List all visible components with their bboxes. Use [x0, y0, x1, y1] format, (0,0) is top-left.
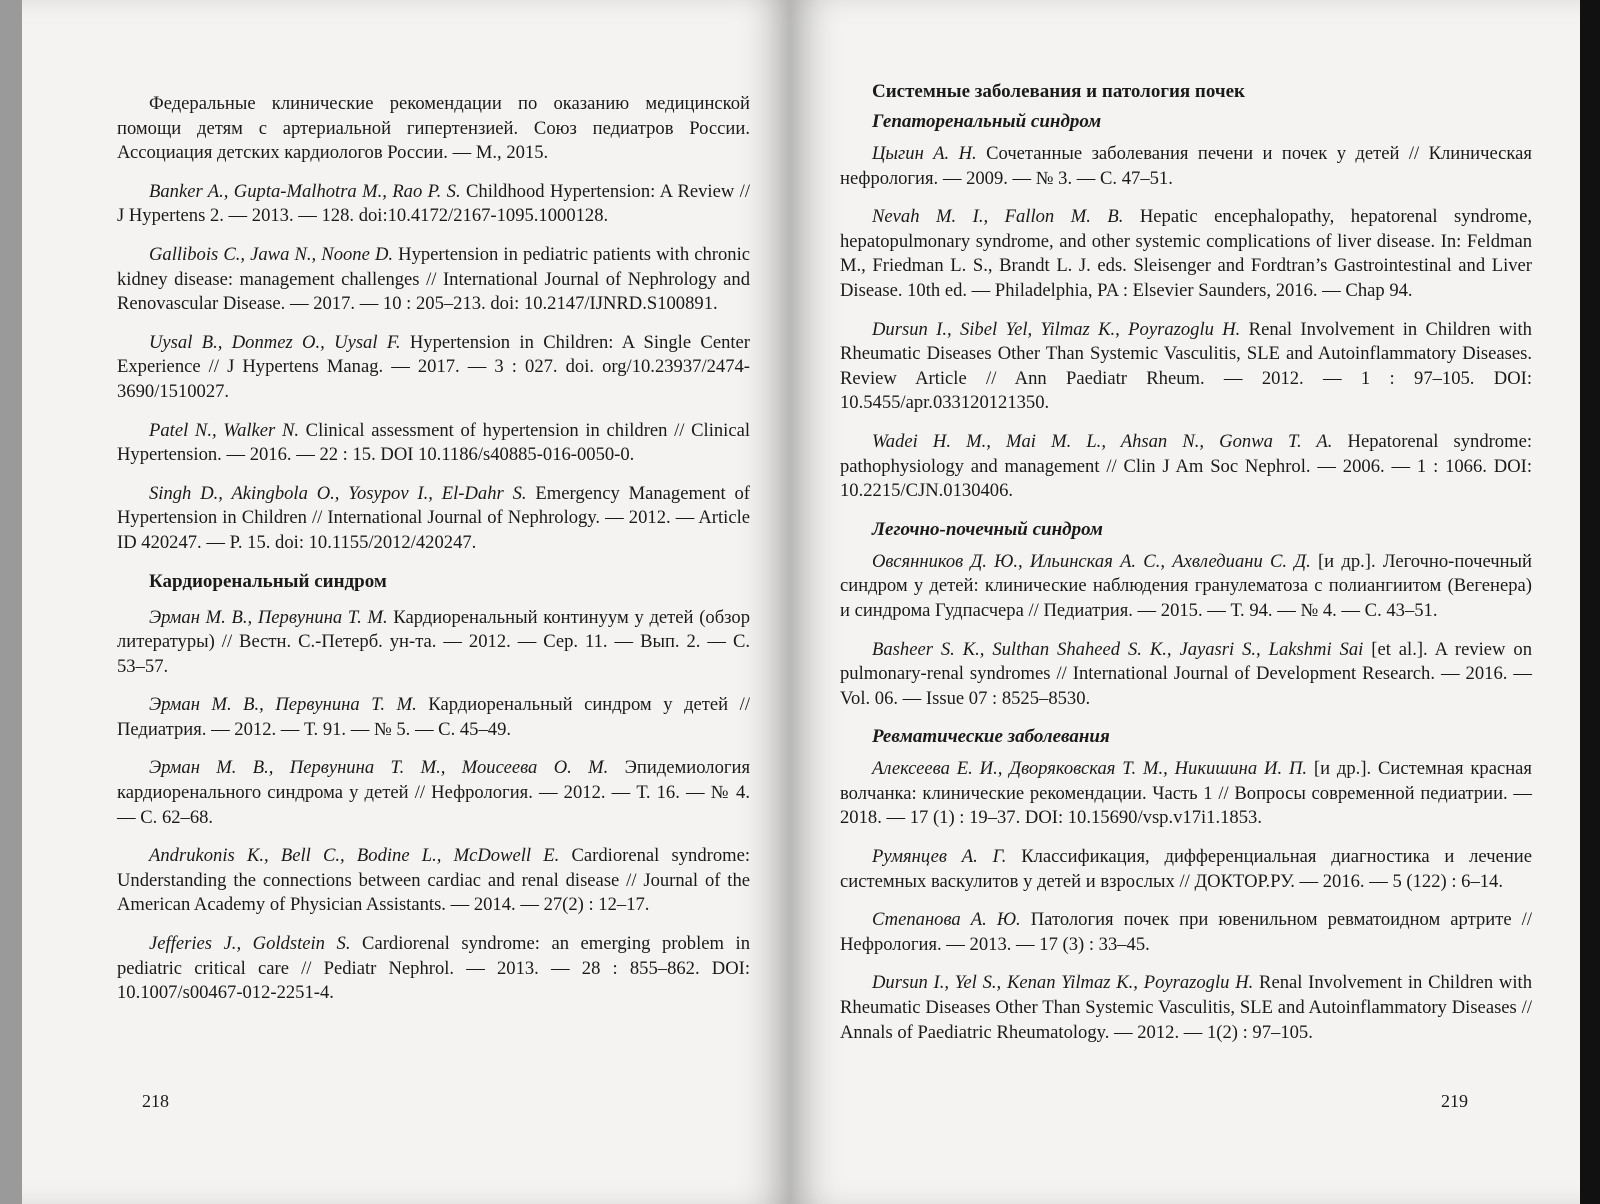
section-heading-cardiorenal: Кардиоренальный синдром [149, 570, 387, 592]
reference-text: Эпидемиология кардиоренального синдрома у детей // Нефрология. — 2012. — Т. 16. — № 4. — С. 62–68. [117, 757, 750, 828]
reference-authors: Овсянников Д. Ю., Ильинская А. С., Ахвледиани С. Д. [872, 550, 1311, 572]
page-number-left: 218 [142, 1091, 169, 1111]
reference-authors: Алексеева Е. И., Дворяковская Т. М., Никишина И. П. [872, 758, 1308, 780]
reference-entry [840, 971, 1532, 1045]
right-entries-pulmonary-renal [840, 550, 1532, 712]
reference-text: Классификация, дифференциальная диагностика и лечение системных васкулитов у детей и взрослых // ДОКТОР.РУ. — 2016. — 5 (122) : 6–14. [840, 846, 1532, 892]
left-entries-cardiorenal [117, 606, 750, 1006]
reference-authors: Andrukonis K., Bell C., Bodine L., McDowell E. [149, 845, 560, 867]
reference-entry [117, 419, 750, 468]
reference-text: Cardiorenal syndrome: an emerging problem in pediatric critical care // Pediatr Nephrol. — 2013. — 28 : 855–862. DOI: 10.1007/s00467-012-2251-4. [117, 933, 750, 1004]
reference-authors: Uysal B., Donmez O., Uysal F. [149, 331, 401, 353]
reference-text: Clinical assessment of hypertension in children // Clinical Hypertension. — 2016. — 22 : 15. DOI 10.1186/s40885-016-0050-0. [117, 419, 750, 466]
reference-authors: Banker A., Gupta-Malhotra M., Rao P. S. [149, 180, 461, 202]
reference-text: [и др.]. Системная красная волчанка: клинические рекомендации. Часть 1 // Вопросы современной педиатрии. — 2018. — 17 (1) : 19–37. DOI: 10.15690/vsp.v17i1.1853. [840, 758, 1532, 829]
reference-entry [117, 92, 750, 166]
reference-authors: Dursun I., Yel S., Kenan Yilmaz K., Poyrazoglu H. [872, 972, 1254, 994]
reference-authors: Цыгин А. Н. [872, 143, 977, 164]
right-page [790, 0, 1580, 1204]
reference-text: Кардиоренальный континуум у детей (обзор литературы) // Вестн. С.-Петерб. ун-та. — 2012. — Сер. 11. — Вып. 2. — С. 53–57. [117, 606, 750, 677]
section-heading-systemic: Системные заболевания и патология почек [872, 81, 1245, 102]
reference-text: Федеральные клинические рекомендации по оказанию медицинской помощи детям с артериальной гипертензией. Союз педиатров России. Ассоциация детских кардиологов России. — М., 2015. [117, 93, 750, 164]
reference-entry [117, 243, 750, 317]
reference-authors: Gallibois C., Jawa N., Noone D. [149, 243, 394, 265]
reference-entry [117, 756, 750, 830]
reference-entry [117, 180, 750, 229]
reference-authors: Nevah M. I., Fallon M. B. [872, 206, 1124, 228]
reference-entry [117, 932, 750, 1006]
reference-text: Cardiorenal syndrome: Understanding the connections between cardiac and renal disease // Journal of the American Academy of Physician Assistants. — 2014. — 27(2) : 12–17. [117, 845, 750, 916]
reference-text: Emergency Management of Hypertension in Children // International Journal of Nephrology. — 2012. — Article ID 420247. — P. 15. doi: 10.1155/2012/420247. [117, 482, 751, 553]
reference-text: Childhood Hypertension: A Review // J Hypertens 2. — 2013. — 128. doi:10.4172/2167-1095.1000128. [117, 180, 750, 227]
page-number-right: 219 [1441, 1091, 1468, 1111]
reference-entry [840, 845, 1532, 894]
reference-authors: Эрман М. В., Первунина Т. М. [149, 606, 388, 628]
reference-entry [840, 430, 1532, 504]
reference-text: Hypertension in pediatric patients with chronic kidney disease: management challenges // International Journal of Nephrology and Renovascular Disease. — 2017. — 10 : 205–213. doi: 10.2147/IJNRD.S100891. [117, 243, 751, 315]
reference-authors: Dursun I., Sibel Yel, Yilmaz K., Poyrazoglu H. [872, 318, 1241, 340]
reference-authors: Basheer S. K., Sulthan Shaheed S. K., Jayasri S., Lakshmi Sai [872, 638, 1364, 660]
reference-entry [840, 757, 1532, 831]
reference-text: Renal Involvement in Children with Rheumatic Diseases Other Than Systemic Vasculitis, SLE and Autoinflammatory Diseases. Review Article // Ann Paediatr Rheum. — 2012. — 1 : 97–105. DOI: 10.5455/apr.033120121350. [840, 318, 1532, 414]
reference-entry [840, 550, 1532, 624]
reference-text: [и др.]. Легочно-почечный синдром у детей: клинические наблюдения гранулематоза с полиангиитом (Вегенера) и синдрома Гудпасчера // Педиатрия. — 2015. — Т. 94. — № 4. — С. 43–51. [840, 550, 1532, 621]
reference-entry [840, 638, 1532, 712]
reference-text: Hepatorenal syndrome: pathophysiology and management // Clin J Am Soc Nephrol. — 2006. — 1 : 1066. DOI: 10.2215/CJN.0130406. [840, 430, 1532, 502]
reference-entry [840, 205, 1532, 303]
reference-authors: Эрман М. В., Первунина Т. М. [149, 694, 417, 716]
right-entries-rheumatic [840, 757, 1532, 1045]
reference-entry [117, 482, 750, 556]
reference-text: Renal Involvement in Children with Rheumatic Diseases Other Than Systemic Vasculitis, SLE and Autoinflammatory Diseases // Annals of Paediatric Rheumatology. — 2012. — 1(2) : 97–105. [840, 972, 1532, 1043]
reference-text: Hypertension in Children: A Single Center Experience // J Hypertens Manag. — 2017. — 3 : 027. doi. org/10.23937/2474-3690/1510027. [117, 331, 750, 402]
reference-text: Кардиоренальный синдром у детей // Педиатрия. — 2012. — Т. 91. — № 5. — С. 45–49. [117, 694, 750, 740]
reference-entry [840, 142, 1532, 191]
subheading-pulmonary-renal: Легочно-почечный синдром [872, 518, 1103, 540]
subheading-hepatorenal: Гепаторенальный синдром [872, 111, 1102, 132]
book-edge-shadow [1580, 0, 1600, 1204]
reference-entry [840, 908, 1532, 957]
reference-authors: Singh D., Akingbola O., Yosypov I., El-Dahr S. [149, 482, 527, 504]
reference-authors: Wadei H. M., Mai M. L., Ahsan N., Gonwa T. A. [872, 430, 1333, 452]
reference-entry [840, 318, 1532, 416]
reference-authors: Румянцев А. Г. [872, 846, 1007, 868]
reference-entry [117, 693, 750, 742]
reference-text: [et al.]. A review on pulmonary-renal syndromes // International Journal of Development Research. — 2016. — Vol. 06. — Issue 07 : 8525–8530. [840, 638, 1532, 709]
reference-authors: Эрман М. В., Первунина Т. М., Моисеева О. М. [149, 757, 609, 779]
right-entries-hepatorenal [840, 142, 1532, 504]
reference-entry [117, 844, 750, 918]
subheading-rheumatic: Ревматические заболевания [872, 726, 1110, 748]
reference-authors: Jefferies J., Goldstein S. [149, 933, 351, 955]
reference-text: Hepatic encephalopathy, hepatorenal syndrome, hepatopulmonary syndrome, and other systemic complications of liver disease. In: Feldman M., Friedman L. S., Brandt L. J. eds. Sleisenger and Fordtran’s Gastrointestinal and Liver Disease. 10th ed. — Philadelphia, PA : Elsevier Saunders, 2016. — Chap 94. [840, 206, 1532, 301]
reference-entry [117, 606, 750, 680]
reference-authors: Степанова А. Ю. [872, 909, 1021, 931]
reference-authors: Patel N., Walker N. [149, 419, 299, 441]
reference-text: Патология почек при ювенильном ревматоидном артрите // Нефрология. — 2013. — 17 (3) : 33–45. [840, 909, 1532, 955]
reference-text: Сочетанные заболевания печени и почек у детей // Клиническая нефрология. — 2009. — № 3. — С. 47–51. [840, 143, 1532, 189]
left-page [0, 0, 790, 1204]
reference-entry [117, 331, 750, 405]
left-entries [117, 92, 750, 556]
